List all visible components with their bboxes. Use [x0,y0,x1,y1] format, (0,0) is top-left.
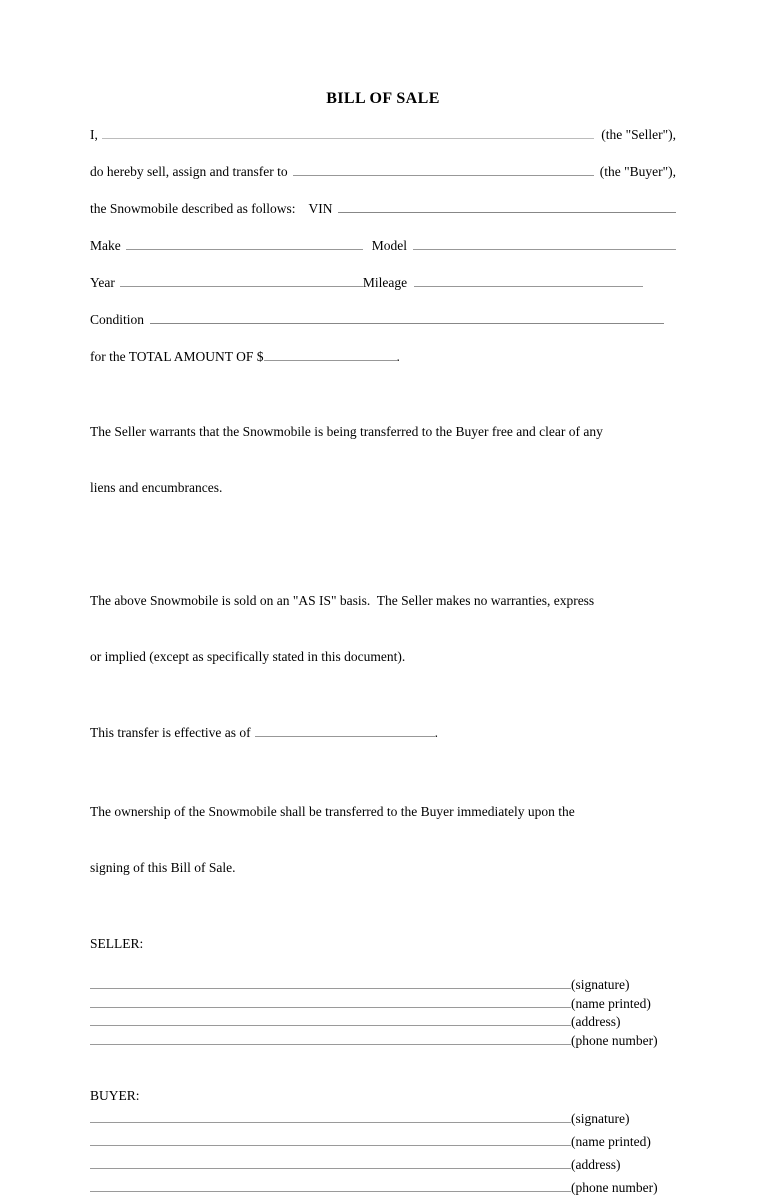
buyer-signature-block [90,1107,676,1199]
effective-date-row [90,724,676,741]
seller-address-row [90,1013,676,1032]
buyer-phone-label: (phone number) [571,1180,658,1195]
effective-date-field[interactable] [255,734,435,737]
make-field[interactable] [126,247,363,250]
as-is-clause-line2: or implied (except as specifically stated in this document). [90,648,406,664]
seller-name-field[interactable] [102,136,594,139]
seller-signature-row [90,976,676,995]
seller-name-printed-label: (name printed) [571,995,651,1011]
page-title: BILL OF SALE [326,90,440,107]
model-field[interactable] [413,247,676,250]
warranty-clause-line2: liens and encumbrances. [90,479,223,495]
seller-signature-field[interactable] [90,986,571,989]
total-amount-row [90,348,676,365]
buyer-signature-row [90,1107,676,1130]
total-amount-field[interactable] [264,358,397,361]
mileage-field[interactable] [414,284,643,287]
seller-signature-block [90,976,676,1050]
described-text-label: the Snowmobile described as follows: [90,201,296,216]
make-label: Make [90,238,121,253]
buyer-signature-label: (signature) [571,1111,630,1126]
buyer-name-printed-label: (name printed) [571,1134,651,1149]
buyer-phone-row [90,1176,676,1199]
effective-text-label: This transfer is effective as of [90,725,251,740]
ownership-clause [90,766,676,914]
i-prefix-label: I, [90,127,98,142]
warranty-clause-line1: The Seller warrants that the Snowmobile is being transferred to the Buyer free and clear of any [90,424,603,439]
vin-field[interactable] [338,210,676,213]
buyer-address-label: (address) [571,1157,621,1172]
ownership-clause-line1: The ownership of the Snowmobile shall be transferred to the Buyer immediately upon the [90,804,575,819]
make-model-row [90,237,676,254]
seller-phone-label: (phone number) [571,1032,658,1048]
year-field[interactable] [120,284,363,287]
buyer-tag-label: (the "Buyer"), [599,164,676,179]
vin-row [90,200,676,217]
seller-tag-label: (the "Seller"), [601,127,676,142]
total-amount-text-label: for the TOTAL AMOUNT OF $ [90,349,264,364]
transfer-text-label: do hereby sell, assign and transfer to [90,164,288,179]
buyer-name-field[interactable] [293,173,594,176]
buyer-name-row [90,163,676,180]
seller-heading: SELLER: [90,936,144,951]
seller-signature-label: (signature) [571,977,630,992]
warranty-clause [90,386,676,534]
as-is-clause [90,555,676,703]
model-label: Model [371,238,407,253]
seller-phone-field[interactable] [90,1042,571,1045]
ownership-clause-line2: signing of this Bill of Sale. [90,859,236,875]
condition-field[interactable] [150,321,664,324]
condition-label: Condition [90,312,145,327]
buyer-name-printed-row [90,1130,676,1153]
condition-row [90,311,676,328]
buyer-heading: BUYER: [90,1088,140,1103]
buyer-address-row [90,1153,676,1176]
buyer-address-field[interactable] [90,1166,571,1169]
mileage-label: Mileage [362,275,408,290]
seller-name-row [90,126,676,143]
effective-period: . [434,725,438,740]
year-label: Year [90,275,115,290]
buyer-signature-field[interactable] [90,1120,571,1123]
buyer-phone-field[interactable] [90,1189,571,1192]
as-is-clause-line1: The above Snowmobile is sold on an "AS IS" basis. The Seller makes no warranties, express [90,593,595,608]
seller-phone-row [90,1032,676,1051]
vin-label: VIN [308,201,333,216]
total-amount-period: . [396,349,400,364]
seller-name-printed-row [90,995,676,1014]
year-mileage-row [90,274,676,291]
buyer-name-printed-field[interactable] [90,1143,571,1146]
seller-address-label: (address) [571,1014,621,1029]
seller-address-field[interactable] [90,1023,571,1026]
seller-name-printed-field[interactable] [90,1005,571,1008]
